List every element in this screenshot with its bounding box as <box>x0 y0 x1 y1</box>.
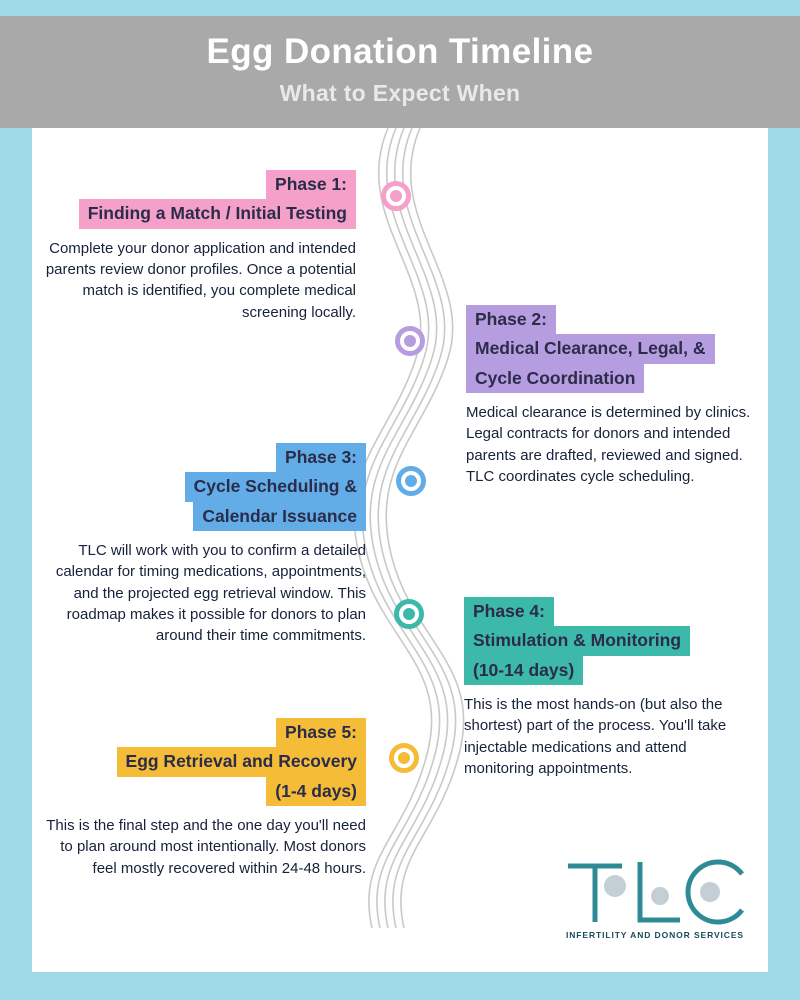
phase-5-label-line-1: Phase 5: <box>276 718 366 747</box>
page-subtitle: What to Expect When <box>279 80 521 106</box>
phase-4-label-line-1: Phase 4: <box>464 597 554 626</box>
phase-2-label-line-1: Phase 2: <box>466 305 556 334</box>
phase-4-body: This is the most hands-on (but also the shortest) part of the process. You'll take injectable medications and attend monitoring appointments. <box>464 696 727 778</box>
phase-5-labels <box>44 718 366 806</box>
phase-4-label-line-2: Stimulation & Monitoring <box>464 626 690 655</box>
timeline-node-3 <box>396 466 426 496</box>
logo-circle-3 <box>700 882 720 902</box>
timeline-node-5 <box>389 743 419 773</box>
header-band <box>0 16 800 128</box>
phase-4 <box>464 597 750 779</box>
phase-2-label-line-3: Cycle Coordination <box>466 364 644 393</box>
phase-2 <box>466 305 756 487</box>
phase-1-labels <box>24 170 356 229</box>
phase-1-body: Complete your donor application and intended parents review donor profiles. Once a potential match is identified, you complete medical screening locally. <box>45 239 356 321</box>
timeline-node-3-center <box>405 475 417 487</box>
page-title: Egg Donation Timeline <box>206 32 594 71</box>
tlc-logo-mark <box>560 852 750 932</box>
phase-5-label-line-2: Egg Retrieval and Recovery <box>117 747 366 776</box>
phase-4-label-line-3: (10-14 days) <box>464 656 583 685</box>
phase-2-label-line-2: Medical Clearance, Legal, & <box>466 334 715 363</box>
timeline-node-2-center <box>404 335 416 347</box>
phase-5-body: This is the final step and the one day you'll need to plan around most intentionally. Most donors feel mostly recovered within 24-48 hours. <box>46 817 366 877</box>
phase-3-body: TLC will work with you to confirm a detailed calendar for timing medications, appointments, and the projected egg retrieval window. This roadmap makes it possible for donors to plan around their time commitments. <box>55 542 366 645</box>
phase-3-label-line-3: Calendar Issuance <box>193 502 366 531</box>
phase-3-labels <box>36 443 366 531</box>
phase-2-labels <box>466 305 756 393</box>
timeline-node-4-center <box>403 608 415 620</box>
tlc-logo <box>560 852 750 948</box>
logo-circle-1 <box>604 875 626 897</box>
phase-3-label-line-1: Phase 3: <box>276 443 366 472</box>
phase-4-labels <box>464 597 750 685</box>
phase-5 <box>44 718 366 879</box>
phase-2-body: Medical clearance is determined by clinics. Legal contracts for donors and intended parents are drafted, reviewed and signed. TLC coordinates cycle scheduling. <box>466 404 751 486</box>
phase-1-label-line-1: Phase 1: <box>266 170 356 199</box>
timeline-node-1-center <box>390 190 402 202</box>
timeline-node-4 <box>394 599 424 629</box>
timeline-node-5-center <box>398 752 410 764</box>
tlc-logo-tagline: INFERTILITY AND DONOR SERVICES <box>566 930 744 940</box>
phase-3-label-line-2: Cycle Scheduling & <box>185 472 366 501</box>
timeline-node-1 <box>381 181 411 211</box>
phase-5-label-line-3: (1-4 days) <box>266 777 366 806</box>
logo-circle-2 <box>651 887 669 905</box>
phase-1-label-line-2: Finding a Match / Initial Testing <box>79 199 356 228</box>
timeline-node-2 <box>395 326 425 356</box>
phase-3 <box>36 443 366 647</box>
phase-1 <box>24 170 356 323</box>
